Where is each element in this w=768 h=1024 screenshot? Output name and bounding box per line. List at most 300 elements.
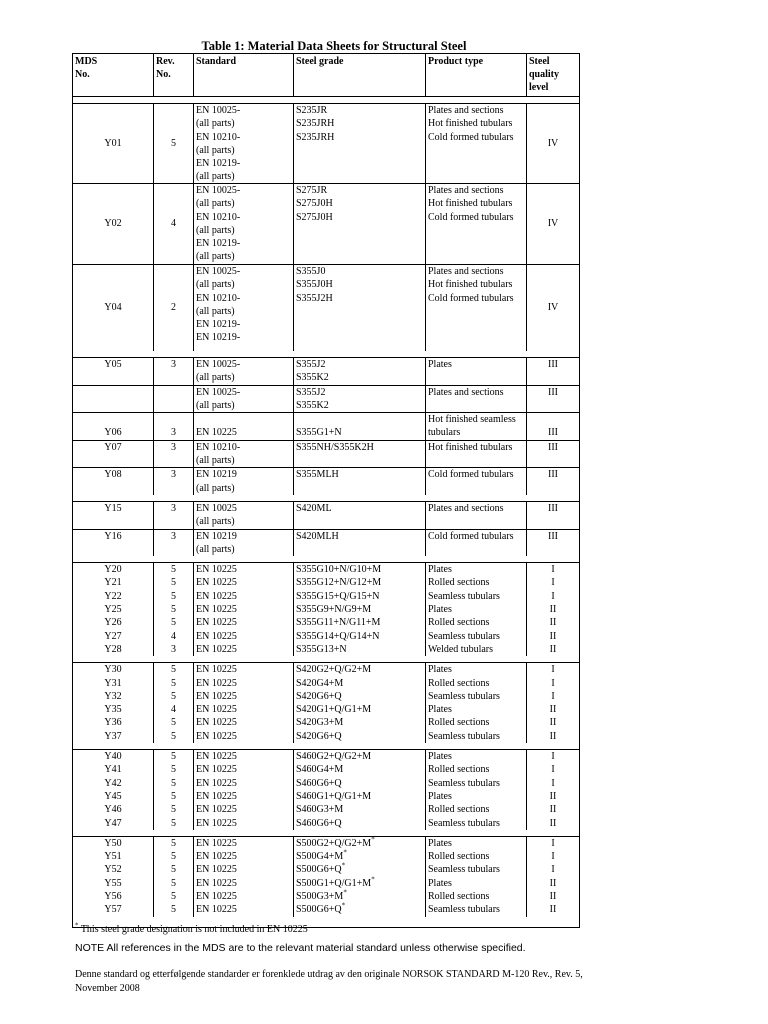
quality-level-cell-text: II bbox=[549, 877, 557, 889]
standard-cell: EN 10025- (all parts) EN 10210- (all parts) EN 10219- (all parts) bbox=[194, 104, 294, 183]
mds-group bbox=[73, 104, 579, 184]
mds-no-cell bbox=[73, 530, 154, 543]
rev-no-cell bbox=[154, 850, 194, 863]
table-row bbox=[73, 730, 579, 743]
standard-cell bbox=[194, 730, 294, 743]
mds-no-cell bbox=[73, 413, 154, 426]
rev-no-cell-text: 5 bbox=[171, 817, 176, 829]
rev-no-cell-text: 5 bbox=[171, 837, 176, 849]
product-type-cell bbox=[426, 563, 527, 576]
steel-grade-cell bbox=[294, 630, 426, 643]
product-type-cell bbox=[426, 663, 527, 676]
rev-no-cell bbox=[154, 371, 194, 384]
mds-no-cell-text: Y07 bbox=[104, 441, 122, 453]
rev-no-cell-text: 5 bbox=[171, 590, 176, 602]
table-header bbox=[73, 54, 579, 97]
mds-no-cell-text: Y57 bbox=[104, 904, 122, 916]
table-row bbox=[73, 803, 579, 816]
rev-no-cell bbox=[154, 903, 194, 916]
rev-no-cell-text: 5 bbox=[171, 717, 176, 729]
quality-level-cell bbox=[527, 890, 579, 903]
rev-no-cell bbox=[154, 643, 194, 656]
steel-grade-cell-text: S355G1+N bbox=[296, 427, 342, 439]
table-row bbox=[73, 790, 579, 803]
product-type-cell bbox=[426, 803, 527, 816]
table-row bbox=[73, 441, 579, 454]
rev-no-cell-text: 5 bbox=[171, 904, 176, 916]
product-type-cell: Plates and sections Hot finished tubulars Cold formed tubulars bbox=[426, 184, 527, 264]
quality-level-cell bbox=[527, 763, 579, 776]
spacer-row bbox=[73, 97, 579, 104]
quality-level-cell bbox=[527, 515, 579, 528]
steel-grade-cell-text: S355J2 bbox=[296, 359, 326, 370]
rev-no-cell-text: 5 bbox=[171, 730, 176, 742]
spacer-row bbox=[73, 656, 579, 663]
quality-level-cell-text: I bbox=[551, 837, 555, 849]
quality-level-cell-text: I bbox=[551, 751, 555, 763]
table-section bbox=[73, 104, 579, 351]
mds-no-cell-text: Y52 bbox=[104, 864, 122, 876]
mds-no-cell-text: Y45 bbox=[104, 790, 122, 802]
quality-level-cell-text: III bbox=[548, 359, 558, 370]
table-row bbox=[73, 903, 579, 916]
product-type-cell bbox=[426, 399, 527, 412]
quality-level-cell bbox=[527, 371, 579, 384]
standard-cell-text: EN 10225 bbox=[196, 690, 237, 702]
quality-level-cell-text: I bbox=[551, 664, 555, 676]
mds-no-cell-text: Y27 bbox=[104, 630, 122, 642]
product-type-cell-text: Plates bbox=[428, 790, 452, 802]
standard-cell-text: EN 10225 bbox=[196, 590, 237, 602]
quality-level-cell bbox=[527, 468, 579, 481]
quality-level-cell bbox=[527, 790, 579, 803]
product-type-cell-text: Cold formed tubulars bbox=[428, 469, 514, 481]
quality-level-cell-text: I bbox=[551, 864, 555, 876]
rev-no-cell-text: 5 bbox=[171, 664, 176, 676]
standard-cell bbox=[194, 677, 294, 690]
product-type-cell-text: Rolled sections bbox=[428, 717, 490, 729]
standard-cell-text: EN 10225 bbox=[196, 864, 237, 876]
mds-no-cell bbox=[73, 890, 154, 903]
mds-no-cell bbox=[73, 643, 154, 656]
table-row bbox=[73, 817, 579, 830]
standard-cell bbox=[194, 903, 294, 916]
quality-level-cell bbox=[527, 730, 579, 743]
table-section bbox=[73, 358, 579, 495]
quality-level-cell-text: I bbox=[551, 851, 555, 863]
quality-level-cell: IV bbox=[547, 302, 559, 314]
quality-level-cell-text: I bbox=[551, 690, 555, 702]
standard-cell bbox=[194, 837, 294, 850]
mds-no-cell bbox=[73, 663, 154, 676]
rev-no-cell bbox=[154, 358, 194, 371]
quality-level-cell-text: III bbox=[548, 441, 558, 453]
product-type-cell-text: Welded tubulars bbox=[428, 643, 494, 655]
standard-cell bbox=[194, 850, 294, 863]
table-row bbox=[73, 877, 579, 890]
steel-grade-cell bbox=[294, 850, 426, 863]
table-row bbox=[73, 576, 579, 589]
mds-no-cell-text: Y15 bbox=[104, 502, 122, 514]
mds-no-cell: Y04 bbox=[73, 265, 154, 351]
quality-level-cell bbox=[527, 803, 579, 816]
quality-level-cell bbox=[527, 576, 579, 589]
steel-grade-cell-text: S460G6+Q bbox=[296, 777, 342, 789]
standard-cell-text: EN 10225 bbox=[196, 643, 237, 655]
steel-grade-cell bbox=[294, 399, 426, 412]
quality-level-cell bbox=[527, 750, 579, 763]
quality-level-cell bbox=[527, 630, 579, 643]
steel-grade-cell bbox=[294, 616, 426, 629]
product-type-cell bbox=[426, 468, 527, 481]
quality-level-cell-text: III bbox=[548, 502, 558, 514]
table-row bbox=[73, 616, 579, 629]
standard-cell bbox=[194, 426, 294, 439]
standard-cell-text: (all parts) bbox=[196, 543, 235, 555]
quality-level-cell bbox=[527, 643, 579, 656]
rev-no-cell-text: 4 bbox=[171, 704, 176, 716]
mds-no-cell bbox=[73, 543, 154, 556]
product-type-cell bbox=[426, 903, 527, 916]
mds-no-cell-text: Y05 bbox=[104, 359, 122, 370]
mds-no-cell: Y02 bbox=[73, 184, 154, 264]
standard-cell-text: (all parts) bbox=[196, 482, 235, 494]
table-row bbox=[73, 426, 579, 440]
rev-no-cell-text: 5 bbox=[171, 677, 176, 689]
standard-cell bbox=[194, 358, 294, 371]
rev-no-cell bbox=[154, 890, 194, 903]
spacer-row bbox=[73, 556, 579, 563]
standard-cell-text: EN 10025 bbox=[196, 502, 237, 514]
standard-cell bbox=[194, 817, 294, 830]
product-type-cell bbox=[426, 530, 527, 543]
spacer-row bbox=[73, 743, 579, 750]
table-section bbox=[73, 563, 579, 656]
product-type-cell: Plates and sections Hot finished tubulars Cold formed tubulars bbox=[426, 265, 527, 351]
product-type-cell bbox=[426, 863, 527, 876]
steel-grade-cell bbox=[294, 750, 426, 763]
standard-cell-text: EN 10219 bbox=[196, 530, 237, 542]
steel-grade-cell bbox=[294, 763, 426, 776]
steel-grade-cell bbox=[294, 590, 426, 603]
footnote-marker: * bbox=[341, 901, 346, 910]
mds-no-cell bbox=[73, 850, 154, 863]
steel-grade-cell bbox=[294, 426, 426, 439]
product-type-cell bbox=[426, 790, 527, 803]
steel-grade-cell-text: S420G6+Q bbox=[296, 730, 342, 742]
table-row bbox=[73, 482, 579, 495]
mds-no-cell bbox=[73, 777, 154, 790]
table-section bbox=[73, 663, 579, 743]
quality-level-cell-text: II bbox=[549, 730, 557, 742]
product-type-cell bbox=[426, 677, 527, 690]
product-type-cell-text: Rolled sections bbox=[428, 764, 490, 776]
steel-grade-cell bbox=[294, 690, 426, 703]
standard-cell-text: EN 10025- bbox=[196, 359, 241, 370]
steel-grade-cell-text: S355J2 bbox=[296, 386, 326, 398]
product-type-cell-text: Plates bbox=[428, 664, 452, 676]
quality-level-cell bbox=[527, 358, 579, 371]
footnote-marker: * bbox=[341, 862, 346, 871]
steel-grade-cell bbox=[294, 468, 426, 481]
steel-grade-cell bbox=[294, 563, 426, 576]
rev-no-cell-text: 5 bbox=[171, 851, 176, 863]
standard-cell-text: EN 10219 bbox=[196, 469, 237, 481]
table-row bbox=[73, 543, 579, 556]
rev-no-cell-text: 3 bbox=[171, 502, 176, 514]
steel-grade-cell-text: S420G2+Q/G2+M bbox=[296, 664, 372, 676]
mds-no-cell-text: Y47 bbox=[104, 817, 122, 829]
mds-no-cell-text: Y08 bbox=[104, 469, 122, 481]
mds-no-cell-text: Y55 bbox=[104, 877, 122, 889]
standard-cell bbox=[194, 576, 294, 589]
mds-no-cell bbox=[73, 454, 154, 467]
standard-cell-text: EN 10225 bbox=[196, 777, 237, 789]
product-type-cell-text: tubulars bbox=[428, 427, 461, 439]
quality-level-cell-text: I bbox=[551, 564, 555, 576]
steel-grade-cell bbox=[294, 515, 426, 528]
mds-no-cell bbox=[73, 482, 154, 495]
quality-level-cell-text: II bbox=[549, 704, 557, 716]
mds-no-cell-text: Y51 bbox=[104, 851, 122, 863]
product-type-cell bbox=[426, 543, 527, 556]
product-type-cell-text: Plates bbox=[428, 564, 452, 576]
product-type-cell bbox=[426, 590, 527, 603]
product-type-cell-text: Plates bbox=[428, 837, 452, 849]
table-row bbox=[73, 515, 579, 529]
rev-no-cell: 5 bbox=[154, 104, 194, 183]
steel-grade-cell bbox=[294, 643, 426, 656]
steel-grade-cell-text: S355K2 bbox=[296, 399, 329, 411]
rev-no-cell bbox=[154, 454, 194, 467]
mds-no-cell bbox=[73, 468, 154, 481]
mds-no-cell bbox=[73, 358, 154, 371]
mds-no-cell bbox=[73, 399, 154, 412]
mds-no-cell-text: Y06 bbox=[104, 427, 122, 439]
steel-grade-cell bbox=[294, 530, 426, 543]
page-footer: Denne standard og etterfølgende standarder er forenklede utdrag av den originale NORSOK STANDARD M-120 Rev., Rev. 5, November 2008 bbox=[75, 969, 583, 994]
standard-cell-text: EN 10225 bbox=[196, 851, 237, 863]
rev-no-cell bbox=[154, 817, 194, 830]
product-type-cell bbox=[426, 454, 527, 467]
rev-no-cell-text: 3 bbox=[171, 359, 176, 370]
standard-cell bbox=[194, 750, 294, 763]
rev-no-cell bbox=[154, 677, 194, 690]
product-type-cell bbox=[426, 763, 527, 776]
product-type-cell-text: Plates and sections bbox=[428, 386, 504, 398]
rev-no-cell-text: 5 bbox=[171, 790, 176, 802]
steel-grade-cell bbox=[294, 543, 426, 556]
steel-grade-cell bbox=[294, 790, 426, 803]
standard-cell bbox=[194, 616, 294, 629]
rev-no-cell-text: 4 bbox=[171, 630, 176, 642]
footnote-text: This steel grade designation is not included in EN 10225 bbox=[78, 924, 308, 935]
table-section bbox=[73, 502, 579, 556]
steel-grade-cell-text: S500G6+Q bbox=[296, 864, 342, 876]
rev-no-cell-text: 5 bbox=[171, 577, 176, 589]
steel-grade-cell bbox=[294, 576, 426, 589]
steel-grade-cell bbox=[294, 863, 426, 876]
table-title: Table 1: Material Data Sheets for Structural Steel bbox=[201, 39, 467, 53]
rev-no-cell bbox=[154, 837, 194, 850]
quality-level-cell bbox=[527, 590, 579, 603]
standard-cell bbox=[194, 590, 294, 603]
rev-no-cell bbox=[154, 877, 194, 890]
table-row bbox=[73, 590, 579, 603]
rev-no-cell bbox=[154, 413, 194, 426]
mds-group bbox=[73, 184, 579, 265]
mds-no-cell bbox=[73, 730, 154, 743]
product-type-cell-text: Rolled sections bbox=[428, 890, 490, 902]
product-type-cell bbox=[426, 616, 527, 629]
mds-no-cell-text: Y32 bbox=[104, 690, 122, 702]
mds-no-cell-text: Y20 bbox=[104, 564, 122, 576]
quality-level-cell bbox=[527, 563, 579, 576]
standard-cell bbox=[194, 863, 294, 876]
rev-no-cell bbox=[154, 616, 194, 629]
standard-cell bbox=[194, 482, 294, 495]
standard-cell bbox=[194, 543, 294, 556]
standard-cell bbox=[194, 643, 294, 656]
table-row bbox=[73, 468, 579, 481]
mds-no-cell-text: Y30 bbox=[104, 664, 122, 676]
product-type-cell bbox=[426, 576, 527, 589]
quality-level-cell-text: II bbox=[549, 630, 557, 642]
mds-no-cell bbox=[73, 386, 154, 399]
quality-level-cell bbox=[527, 703, 579, 716]
quality-level-cell-text: III bbox=[548, 386, 558, 398]
product-type-cell-text: Plates bbox=[428, 877, 452, 889]
footnote-mark: * bbox=[75, 921, 79, 930]
steel-grade-cell bbox=[294, 454, 426, 467]
quality-level-cell-text: I bbox=[551, 764, 555, 776]
rev-no-cell-text: 5 bbox=[171, 617, 176, 629]
rev-no-cell-text: 3 bbox=[171, 643, 176, 655]
standard-cell bbox=[194, 530, 294, 543]
steel-grade-cell-text: S460G1+Q/G1+M bbox=[296, 790, 372, 802]
quality-level-cell bbox=[527, 777, 579, 790]
product-type-cell-text: Plates bbox=[428, 751, 452, 763]
standard-cell-text: EN 10225 bbox=[196, 877, 237, 889]
steel-grade-cell bbox=[294, 703, 426, 716]
standard-cell-text: EN 10025- bbox=[196, 386, 241, 398]
mds-no-cell bbox=[73, 790, 154, 803]
table-row bbox=[73, 763, 579, 776]
rev-no-cell bbox=[154, 426, 194, 439]
rev-no-cell-text: 5 bbox=[171, 690, 176, 702]
standard-cell-text: EN 10225 bbox=[196, 764, 237, 776]
quality-level-cell bbox=[527, 863, 579, 876]
quality-level-cell-text: II bbox=[549, 717, 557, 729]
rev-no-cell bbox=[154, 441, 194, 454]
mds-no-cell-text: Y37 bbox=[104, 730, 122, 742]
product-type-cell-text: Seamless tubulars bbox=[428, 864, 500, 876]
product-type-cell bbox=[426, 777, 527, 790]
quality-level-cell-text: II bbox=[549, 817, 557, 829]
mds-no-cell bbox=[73, 817, 154, 830]
table-row bbox=[73, 690, 579, 703]
standard-cell-text: EN 10225 bbox=[196, 817, 237, 829]
product-type-cell-text: Hot finished tubulars bbox=[428, 441, 513, 453]
table-row bbox=[73, 454, 579, 468]
table-section bbox=[73, 750, 579, 830]
mds-no-cell bbox=[73, 502, 154, 515]
quality-level-cell-text: I bbox=[551, 590, 555, 602]
standard-cell bbox=[194, 441, 294, 454]
product-type-cell-text: Seamless tubulars bbox=[428, 817, 500, 829]
steel-grade-cell bbox=[294, 482, 426, 495]
mds-no-cell-text: Y35 bbox=[104, 704, 122, 716]
mds-no-cell bbox=[73, 716, 154, 729]
mds-group bbox=[73, 265, 579, 351]
quality-level-cell bbox=[527, 413, 579, 426]
product-type-cell bbox=[426, 716, 527, 729]
footnote-marker: * bbox=[343, 888, 347, 897]
standard-cell-text: EN 10225 bbox=[196, 904, 237, 916]
table-row bbox=[73, 630, 579, 643]
steel-grade-cell-text: S355NH/S355K2H bbox=[296, 441, 374, 453]
table-row bbox=[73, 716, 579, 729]
rev-no-cell bbox=[154, 502, 194, 515]
rev-no-cell-text: 5 bbox=[171, 804, 176, 816]
footnote bbox=[75, 921, 308, 935]
quality-level-cell-text: III bbox=[548, 427, 558, 439]
product-type-cell-text: Rolled sections bbox=[428, 804, 490, 816]
spacer-row bbox=[73, 830, 579, 837]
product-type-cell bbox=[426, 441, 527, 454]
table-row bbox=[73, 358, 579, 371]
table-row bbox=[73, 777, 579, 790]
steel-grade-cell-text: S355G9+N/G9+M bbox=[296, 604, 372, 616]
footnote-marker: * bbox=[371, 875, 375, 884]
quality-level-cell-text: II bbox=[549, 904, 557, 916]
standard-cell-text: EN 10225 bbox=[196, 751, 237, 763]
standard-cell bbox=[194, 630, 294, 643]
quality-level-cell bbox=[527, 530, 579, 543]
standard-cell bbox=[194, 790, 294, 803]
standard-cell bbox=[194, 563, 294, 576]
standard-cell-text: EN 10225 bbox=[196, 804, 237, 816]
table-row bbox=[73, 386, 579, 399]
product-type-cell bbox=[426, 750, 527, 763]
steel-grade-cell-text: S355K2 bbox=[296, 372, 329, 384]
product-type-cell-text: Seamless tubulars bbox=[428, 904, 500, 916]
standard-cell bbox=[194, 890, 294, 903]
product-type-cell bbox=[426, 386, 527, 399]
mds-no-cell bbox=[73, 515, 154, 528]
quality-level-cell bbox=[527, 482, 579, 495]
rev-no-cell-text: 5 bbox=[171, 777, 176, 789]
quality-level-cell bbox=[527, 817, 579, 830]
standard-cell bbox=[194, 663, 294, 676]
quality-level-cell bbox=[527, 716, 579, 729]
table-row bbox=[73, 750, 579, 763]
steel-grade-cell-text: S355G10+N/G10+M bbox=[296, 564, 382, 576]
quality-level-cell bbox=[527, 903, 579, 916]
standard-cell bbox=[194, 716, 294, 729]
steel-grade-cell bbox=[294, 502, 426, 515]
rev-no-cell-text: 3 bbox=[171, 427, 176, 439]
header-steel-grade: Steel grade bbox=[294, 54, 426, 96]
rev-no-cell bbox=[154, 603, 194, 616]
product-type-cell: Plates and sections Hot finished tubulars Cold formed tubulars bbox=[426, 104, 527, 183]
quality-level-cell-text: I bbox=[551, 677, 555, 689]
steel-grade-cell bbox=[294, 663, 426, 676]
standard-cell bbox=[194, 502, 294, 515]
mds-no-cell bbox=[73, 590, 154, 603]
product-type-cell bbox=[426, 371, 527, 384]
steel-grade-cell bbox=[294, 817, 426, 830]
